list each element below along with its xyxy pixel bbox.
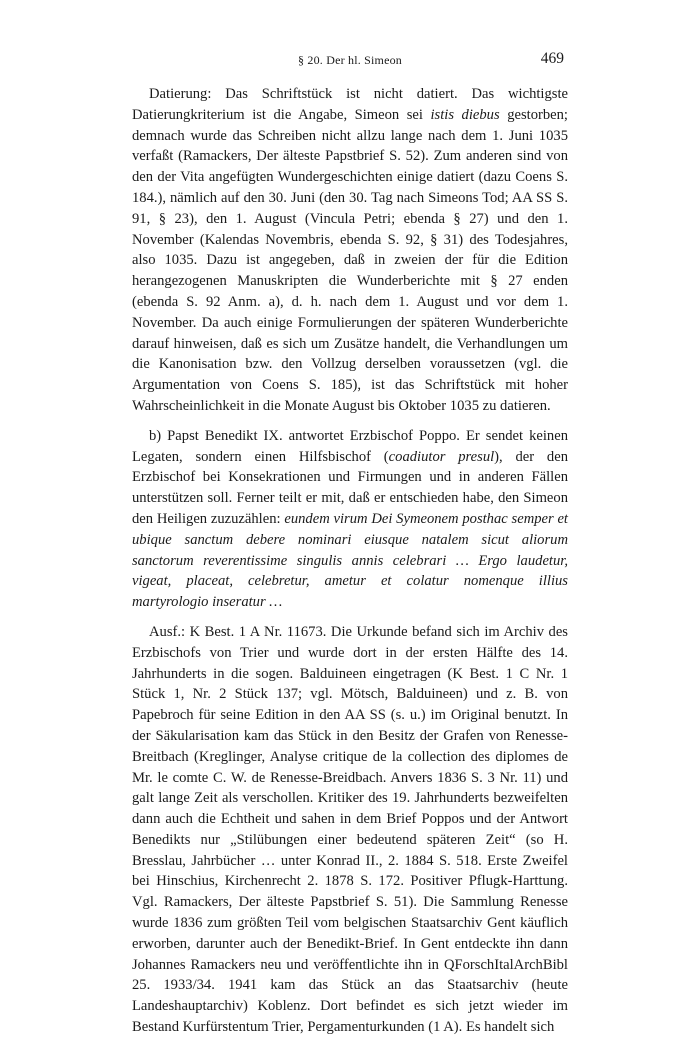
- provenance-text: Ausf.: K Best. 1 A Nr. 11673. Die Urkunde befand sich im Archiv des Erzbischofs von Trier und wurde dort in der ersten Hälfte des 14. Jahrhunderts in die sogen. Balduineen eingetragen (K Best. 1 C Nr. 1 Stück 1, Nr. 2 Stück 137; vgl. Mötsch, Balduineen) und z. B. von Papebroch für seine Edition in den AA SS (s. u.) im Original benutzt. In der Säkularisation kam das Stück in den Besitz der Grafen von Renesse-Breitbach (Kreglinger, Analyse critique de la collection des diplomes de Mr. le comte C. W. de Renesse-Breidbach. Anvers 1836 S. 3 Nr. 11) und galt lange Zeit als verschollen. Kritiker des 19. Jahrhunderts bezweifelten dann auch die Echtheit und sahen in dem Brief Poppos und der Antwort Benedikts nur „Stilübungen einer bedeutend späteren Zeit“ (so H. Bresslau, Jahrbücher … unter Konrad II., 2. 1884 S. 518. Erste Zweifel bei Hinschius, Kirchenrecht 2. 1878 S. 172. Positiver Pflugk-Harttung. Vgl. Ramackers, Der älteste Papstbrief S. 51). Die Sammlung Renesse wurde 1836 zum größten Teil vom belgischen Staatsarchiv Gent käuflich erworben, darunter auch der Benedikt-Brief. In Gent entdeckte ihn dann Johannes Ramackers neu und veröffentlichte ihn in QForschItalArchBibl 25. 1933/34. 1941 kam das Stück an das Staatsarchiv (heute Landeshauptarchiv) Koblenz. Dort befindet es sich jetzt wieder im Bestand Kurfürstentum Trier, Pergamenturkunden (1 A). Es handelt sich: [132, 623, 568, 1036]
- body-text: [132, 84, 568, 1038]
- running-title: § 20. Der hl. Simeon: [298, 53, 402, 67]
- reply-italic-term: coadiutor presul: [388, 448, 495, 465]
- running-head: [0, 50, 700, 72]
- dating-text-1: Datierung: Das Schriftstück ist nicht datiert. Das wichtigste Datierungkriterium ist die Angabe, Simeon sei: [132, 86, 568, 123]
- paragraph-benedict-reply: [132, 426, 568, 613]
- paragraph-dating: [132, 84, 568, 417]
- reply-text-1: b) Papst Benedikt IX. antwortet Erzbischof Poppo. Er sendet keinen Legaten, sondern einen Hilfsbischof (: [132, 427, 568, 465]
- page-number: 469: [540, 50, 564, 67]
- dating-italic-phrase: istis diebus: [430, 106, 500, 123]
- reply-latin-quote: eundem virum Dei Symeonem posthac semper et ubique sanctum debere nominari eiusque natalem sicut aliorum sanctorum reverentissime singulis annis celebrari … Ergo laudetur, vigeat, placeat, celebretur, ametur et colatur nomenque illius martyrologio inseratur …: [132, 510, 568, 611]
- reply-text-2: ), der den Erzbischof bei Konsekrationen und Firmungen und in anderen Fällen unterstützen soll. Ferner teilt er mit, daß er entschieden habe, den Simeon den Heiligen zuzuzählen:: [132, 448, 568, 527]
- dating-text-2: gestorben; demnach wurde das Schreiben nicht allzu lange nach dem 1. Juni 1035 verfaßt (Ramackers, Der älteste Papstbrief S. 52). Zum anderen sind von den der Vita angefügten Wundergeschichten einige datiert (dazu Coens S. 184.), nämlich auf den 30. Juni (den 30. Tag nach Simeons Tod; AA SS S. 91, § 23), den 1. August (Vincula Petri; ebenda § 27) und den 1. November (Kalendas Novembris, ebenda S. 92, § 31) des Todesjahres, also 1035. Dazu ist angegeben, daß in zweien der für die Edition herangezogenen Manuskripten die Wunderberichte mit § 27 enden (ebenda S. 92 Anm. a), d. h. nach dem 1. August und vor dem 1. November. Da auch einige Formulierungen der späteren Wunderberichte darauf hinweisen, daß es sich um Zusätze handelt, die Verhandlungen um die Kanonisation bzw. den Vollzug derselben voraussetzen (vgl. die Argumentation von Coens S. 185), ist das Schriftstück mit hoher Wahrscheinlichkeit in die Monate August bis Oktober 1035 zu datieren.: [132, 106, 568, 414]
- paragraph-provenance: [132, 622, 568, 1038]
